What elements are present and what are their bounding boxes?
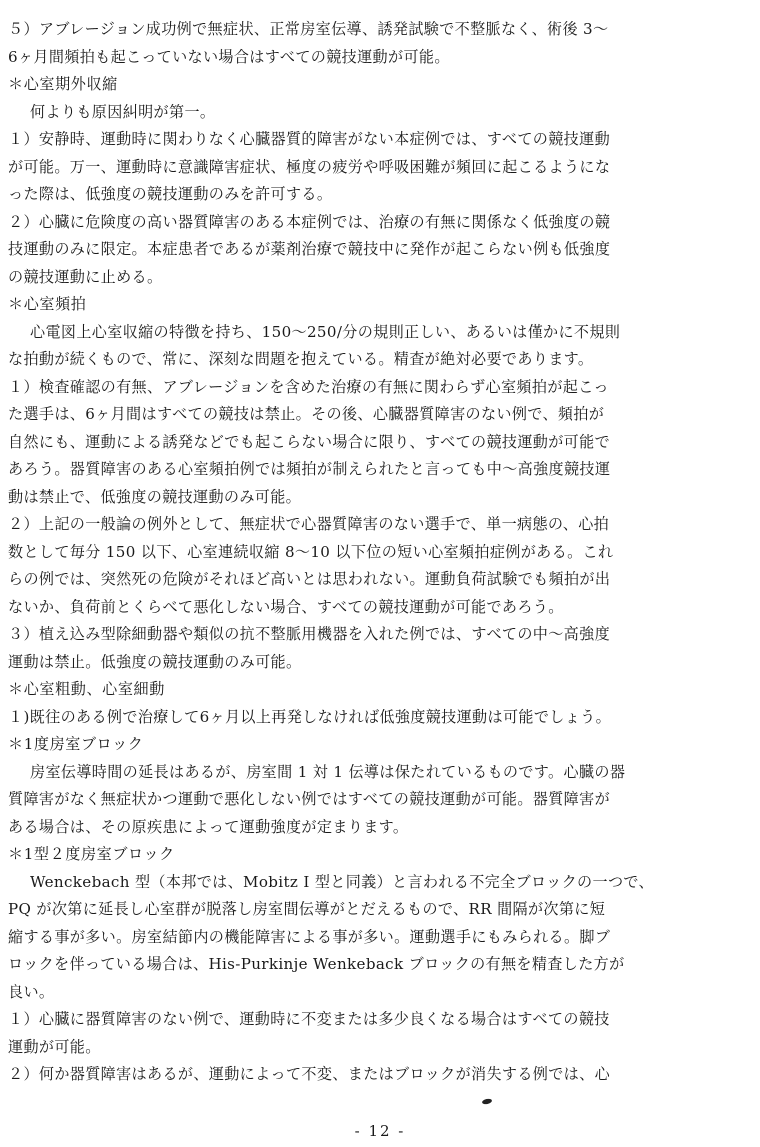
paragraph-line: 運動が可能。 [8,1037,101,1056]
paragraph-line: 縮する事が多い。房室結節内の機能障害による事が多い。運動選手にもみられる。脚ブ [8,927,611,946]
paragraph-line: １）安静時、運動時に関わりなく心臓器質的障害がない本症例では、すべての競技運動 [8,130,611,148]
paragraph-line: 心電図上心室収縮の特徴を持ち、150〜250/分の規則正しい、あるいは僅かに不規則 [30,322,621,341]
paragraph-line: 質障害がなく無症状かつ運動で悪化しない例ではすべての競技運動が可能。器質障害が [8,790,611,808]
paragraph-line: 動は禁止で、低強度の競技運動のみ可能。 [8,487,302,506]
paragraph-line: な拍動が続くもので、常に、深刻な問題を抱えている。精査が絶対必要であります。 [8,350,594,368]
paragraph-line: 房室伝導時間の延長はあるが、房室間 1 対 1 伝導は保たれているものです。心臓の器 [30,762,626,781]
section-heading-vf: ＊心室粗動、心室細動 [8,680,165,698]
paragraph-line: 運動は禁止。低強度の競技運動のみ可能。 [8,652,302,671]
paragraph-line: ５）アブレージョン成功例で無症状、正常房室伝導、誘発試験で不整脈なく、術後 3〜 [8,20,609,38]
paragraph-line: 6ヶ月間頻拍も起こっていない場合はすべての競技運動が可能。 [8,47,450,66]
paragraph-line: た選手は、6ヶ月間はすべての競技は禁止。その後、心臓器質障害のない例で、頻拍が [8,405,605,423]
paragraph-line: 数として毎分 150 以下、心室連続収縮 8〜10 以下位の短い心室頻拍症例がある。これ [8,542,614,561]
paragraph-line: 何よりも原因糾明が第一。 [30,102,216,121]
paragraph-line: が可能。万一、運動時に意識障害症状、極度の疲労や呼吸困難が頻回に起こるようにな [8,157,611,176]
section-heading-first-degree-av-block: ＊1度房室ブロック [8,735,144,753]
section-heading-type1-second-degree-av-block: ＊1型２度房室ブロック [8,845,175,863]
scan-speck [482,1098,493,1105]
paragraph-line: １)既往のある例で治療して6ヶ月以上再発しなければ低強度競技運動は可能でしょう。 [8,707,612,726]
paragraph-line: ２）何か器質障害はあるが、運動によって不変、またはブロックが消失する例では、心 [8,1065,611,1083]
paragraph-line: らの例では、突然死の危険がそれほど高いとは思われない。運動負荷試験でも頻拍が出 [8,570,611,588]
document-page [8,16,688,1089]
paragraph-line: 自然にも、運動による誘発などでも起こらない場合に限り、すべての競技運動が可能で [8,432,611,451]
section-heading-vt: ＊心室頻拍 [8,295,87,313]
paragraph-line: 良い。 [8,982,55,1001]
section-heading-pvc: ＊心室期外収縮 [8,75,118,93]
paragraph-line: ３）植え込み型除細動器や類似の抗不整脈用機器を入れた例では、すべての中〜高強度 [8,625,611,643]
paragraph-line: ２）上記の一般論の例外として、無症状で心器質障害のない選手で、単一病態の、心拍 [8,515,610,533]
paragraph-line: 技運動のみに限定。本症患者であるが薬剤治療で競技中に発作が起こらない例も低強度 [8,240,611,258]
paragraph-line: った際は、低強度の競技運動のみを許可する。 [8,185,333,203]
paragraph-line: の競技運動に止める。 [8,267,163,286]
paragraph-line: ロックを伴っている場合は、His-Purkinje Wenkeback ブロックの有無を精査した方が [8,955,625,973]
paragraph-line: ないか、負荷前とくらべて悪化しない場合、すべての競技運動が可能であろう。 [8,597,564,616]
paragraph-line: ２）心臓に危険度の高い器質障害のある本症例では、治療の有無に関係なく低強度の競 [8,212,611,231]
paragraph-line: １）心臓に器質障害のない例で、運動時に不変または多少良くなる場合はすべての競技 [8,1010,610,1028]
paragraph-line: ある場合は、その原疾患によって運動強度が定まります。 [8,817,409,836]
paragraph-line: PQ が次第に延長し心室群が脱落し房室間伝導がとだえるもので、RR 間隔が次第に短 [8,900,606,918]
paragraph-line: あろう。器質障害のある心室頻拍例では頻拍が制えられたと言っても中〜高強度競技運 [8,460,611,478]
paragraph-line: Wenckebach 型（本邦では、Mobitz I 型と同義）と言われる不完全ブロックの一つで、 [30,872,654,891]
paragraph-line: １）検査確認の有無、アブレージョンを含めた治療の有無に関わらず心室頻拍が起こっ [8,377,609,396]
page-number: - 12 - [354,1122,406,1140]
